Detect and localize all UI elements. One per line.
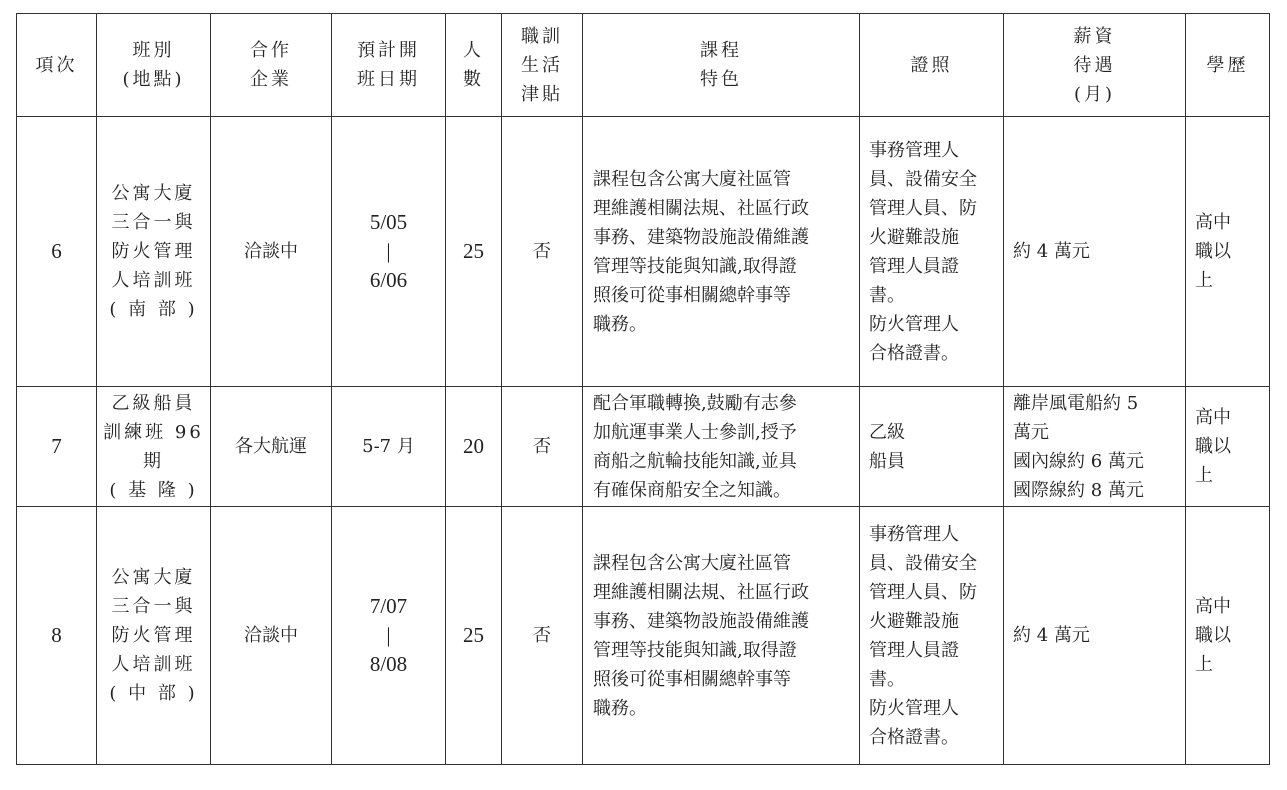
cell-item: 7 xyxy=(17,387,97,507)
date-start: 7/07 xyxy=(369,594,408,618)
cell-class: 乙級船員 訓練班 96 期 ( 基 隆 ) xyxy=(97,387,211,507)
table-row xyxy=(17,117,1270,387)
header-item: 項次 xyxy=(17,14,97,117)
header-row xyxy=(17,14,1270,117)
cell-subsidy: 否 xyxy=(502,507,583,765)
date-start: 5/05 xyxy=(369,210,408,234)
cell-salary: 約 4 萬元 xyxy=(1004,117,1186,387)
header-class: 班別 (地點) xyxy=(97,14,211,117)
date-separator: | xyxy=(386,239,391,263)
cell-subsidy: 否 xyxy=(502,387,583,507)
cell-count: 25 xyxy=(446,117,502,387)
cell-cert: 事務管理人 員、設備安全 管理人員、防 火避難設施 管理人員證 書。 防火管理人 合格證書。 xyxy=(860,117,1004,387)
cell-cert: 乙級 船員 xyxy=(860,387,1004,507)
cell-features: 課程包含公寓大廈社區管 理維護相關法規、社區行政 事務、建築物設施設備維護 管理等技能與知識,取得證 照後可從事相關總幹事等 職務。 xyxy=(583,117,860,387)
header-date: 預計開 班日期 xyxy=(332,14,446,117)
cell-cert: 事務管理人 員、設備安全 管理人員、防 火避難設施 管理人員證 書。 防火管理人 合格證書。 xyxy=(860,507,1004,765)
header-features: 課程 特色 xyxy=(583,14,860,117)
cell-salary: 離岸風電船約 5 萬元 國內線約 6 萬元 國際線約 8 萬元 xyxy=(1004,387,1186,507)
cell-features: 配合軍職轉換,鼓勵有志參 加航運事業人士參訓,授予 商船之航輪技能知識,並具 有確保商船安全之知識。 xyxy=(583,387,860,507)
cell-partner: 洽談中 xyxy=(211,117,332,387)
cell-subsidy: 否 xyxy=(502,117,583,387)
cell-edu: 高中 職以 上 xyxy=(1186,387,1270,507)
cell-date: 5-7 月 xyxy=(332,387,446,507)
training-class-table xyxy=(16,13,1270,765)
header-count: 人 數 xyxy=(446,14,502,117)
date-end: 6/06 xyxy=(369,268,408,292)
header-edu: 學歷 xyxy=(1186,14,1270,117)
date-separator: | xyxy=(386,623,391,647)
cell-partner: 各大航運 xyxy=(211,387,332,507)
cell-edu: 高中 職以 上 xyxy=(1186,507,1270,765)
cell-class: 公寓大廈 三合一與 防火管理 人培訓班 ( 中 部 ) xyxy=(97,507,211,765)
header-subsidy: 職訓 生活 津貼 xyxy=(502,14,583,117)
cell-date xyxy=(332,507,446,765)
cell-edu: 高中 職以 上 xyxy=(1186,117,1270,387)
cell-item: 8 xyxy=(17,507,97,765)
cell-partner: 洽談中 xyxy=(211,507,332,765)
cell-class: 公寓大廈 三合一與 防火管理 人培訓班 ( 南 部 ) xyxy=(97,117,211,387)
header-cert: 證照 xyxy=(860,14,1004,117)
cell-features: 課程包含公寓大廈社區管 理維護相關法規、社區行政 事務、建築物設施設備維護 管理等技能與知識,取得證 照後可從事相關總幹事等 職務。 xyxy=(583,507,860,765)
header-partner: 合作 企業 xyxy=(211,14,332,117)
cell-date xyxy=(332,117,446,387)
table-row xyxy=(17,507,1270,765)
cell-count: 25 xyxy=(446,507,502,765)
cell-salary: 約 4 萬元 xyxy=(1004,507,1186,765)
cell-item: 6 xyxy=(17,117,97,387)
header-salary: 薪資 待遇 (月) xyxy=(1004,14,1186,117)
cell-count: 20 xyxy=(446,387,502,507)
date-end: 8/08 xyxy=(369,652,408,676)
table-row xyxy=(17,387,1270,507)
